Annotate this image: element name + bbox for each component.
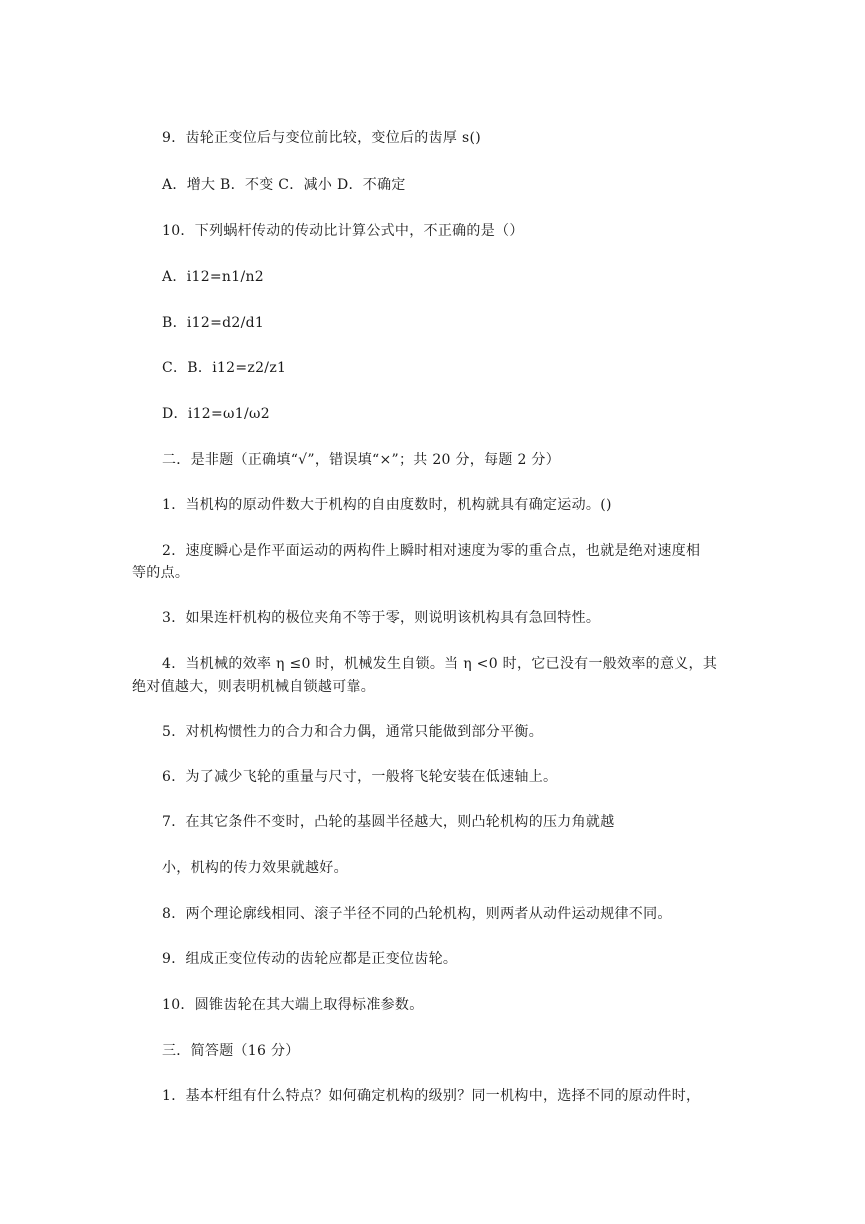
question-10-stem: 10．下列蜗杆传动的传动比计算公式中，不正确的是（） (162, 223, 524, 239)
tf-question-3: 3．如果连杆机构的极位夹角不等于零，则说明该机构具有急回特性。 (162, 610, 601, 626)
question-10-option-a: A．i12=n1/n2 (162, 269, 264, 285)
question-10-option-b: B．i12=d2/d1 (162, 315, 265, 331)
question-9-stem: 9．齿轮正变位后与变位前比较，变位后的齿厚 s() (162, 130, 481, 146)
tf-question-1: 1．当机构的原动件数大于机构的自由度数时，机构就具有确定运动。() (162, 497, 612, 513)
tf-question-6: 6．为了减少飞轮的重量与尺寸，一般将飞轮安装在低速轴上。 (162, 769, 558, 785)
tf-question-4-line-2: 绝对值越大，则表明机械自锁越可靠。 (132, 679, 376, 695)
tf-question-7-line-1: 7．在其它条件不变时，凸轮的基圆半径越大，则凸轮机构的压力角就越 (162, 814, 615, 830)
tf-question-2-line-1: 2．速度瞬心是作平面运动的两构件上瞬时相对速度为零的重合点，也就是绝对速度相 (162, 543, 701, 559)
question-9-options: A．增大 B．不变 C．减小 D．不确定 (162, 177, 406, 193)
section-2-heading: 二．是非题（正确填“√”，错误填“×”；共 20 分，每题 2 分） (162, 452, 561, 468)
tf-question-9: 9．组成正变位传动的齿轮应都是正变位齿轮。 (162, 951, 458, 967)
tf-question-7-line-2: 小，机构的传力效果就越好。 (162, 860, 348, 876)
tf-question-8: 8．两个理论廓线相同、滚子半径不同的凸轮机构，则两者从动件运动规律不同。 (162, 906, 672, 922)
question-10-option-c: C．B．i12=z2/z1 (162, 360, 287, 376)
section-3-heading: 三．简答题（16 分） (162, 1043, 300, 1059)
tf-question-2-line-2: 等的点。 (132, 565, 190, 581)
tf-question-5: 5．对机构惯性力的合力和合力偶，通常只能做到部分平衡。 (162, 724, 544, 740)
tf-question-4-line-1: 4．当机械的效率 η ≤0 时，机械发生自锁。当 η <0 时，它已没有一般效率的意义，其 (162, 656, 718, 672)
question-10-option-d: D．i12=ω1/ω2 (162, 406, 270, 422)
short-answer-question-1: 1．基本杆组有什么特点？如何确定机构的级别？同一机构中，选择不同的原动件时， (162, 1088, 701, 1104)
tf-question-10: 10．圆锥齿轮在其大端上取得标准参数。 (162, 997, 424, 1013)
